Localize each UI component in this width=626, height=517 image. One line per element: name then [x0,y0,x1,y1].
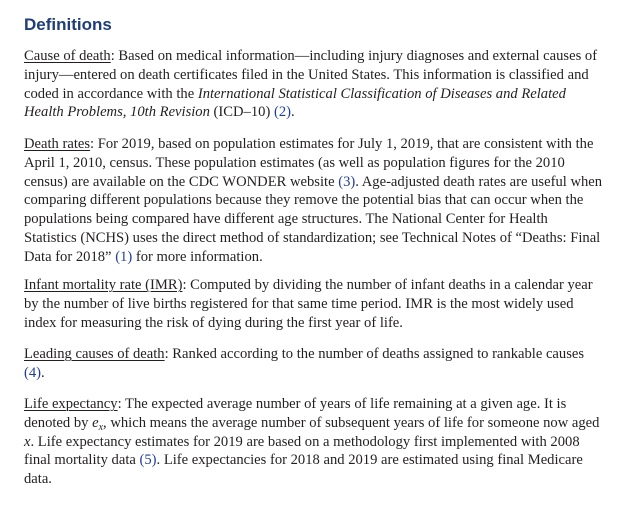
symbol-x: x [24,433,31,450]
icd-title: International Statistical Classification of Diseases and Related Health Problems, 10th Revision [24,85,566,121]
definition-cause-of-death [24,47,604,122]
definition-text: . Life expectancies for 2018 and 2019 are estimated using final Medicare data. [24,452,583,488]
definition-text: : Based on medical information—including injury diagnoses and external causes of injury—entered on death certificates filed in the United States. This information is classified and coded in accordance with the [24,48,598,102]
definition-text: : For 2019, based on population estimates for July 1, 2019, that are consistent with the April 1, 2010, census. These population estimates (as well as population figures for the 2010 census) are available on the CDC WONDER website [24,136,594,190]
term-infant-mortality-rate: Infant mortality rate (IMR) [24,277,183,293]
reference-link-1[interactable]: (1) [115,248,133,265]
reference-link-4[interactable]: (4) [24,364,42,381]
definition-death-rates [24,135,604,267]
reference-link-5[interactable]: (5) [139,452,157,469]
definition-life-expectancy [24,395,604,489]
definition-text: . Life expectancy estimates for 2019 are based on a methodology first implemented with 2008 final mortality data [24,433,580,469]
definitions-section [24,0,604,488]
definition-text: , which means the average number of subsequent years of life for someone now aged [103,414,600,431]
reference-link-3[interactable]: (3) [338,173,356,190]
definition-infant-mortality-rate [24,276,604,332]
section-heading: Definitions [24,15,112,34]
definition-text: (ICD–10) [209,104,274,121]
term-life-expectancy: Life expectancy [24,396,118,412]
symbol-subscript-x: x [98,421,104,433]
reference-link-2[interactable]: (2) [273,104,291,121]
term-leading-causes-of-death: Leading causes of death [24,346,165,362]
term-cause-of-death: Cause of death [24,48,111,64]
definition-text: : The expected average number of years of life remaining at a given age. It is denoted by [24,396,567,431]
term-death-rates: Death rates [24,136,91,152]
definition-text: : Computed by dividing the number of infant deaths in a calendar year by the number of live births registered for that same time period. IMR is the most widely used index for measuring the risk of dying during the first year of life. [24,277,593,331]
definition-text: : Ranked according to the number of deaths assigned to rankable causes [164,346,585,362]
definition-text: . [290,104,295,121]
symbol-e: e [92,414,99,431]
definition-text: for more information. [132,248,263,265]
definition-text: . [41,364,45,381]
definition-text: . Age-adjusted death rates are useful when comparing different populations because they remove the potential bias that can occur when the populations being compared have different age structures. The National Center for Health Statistics (NCHS) uses the direct method of standardization; see Technical Notes of “Deaths: Final Data for 2018” [24,173,603,265]
definition-leading-causes [24,345,604,383]
